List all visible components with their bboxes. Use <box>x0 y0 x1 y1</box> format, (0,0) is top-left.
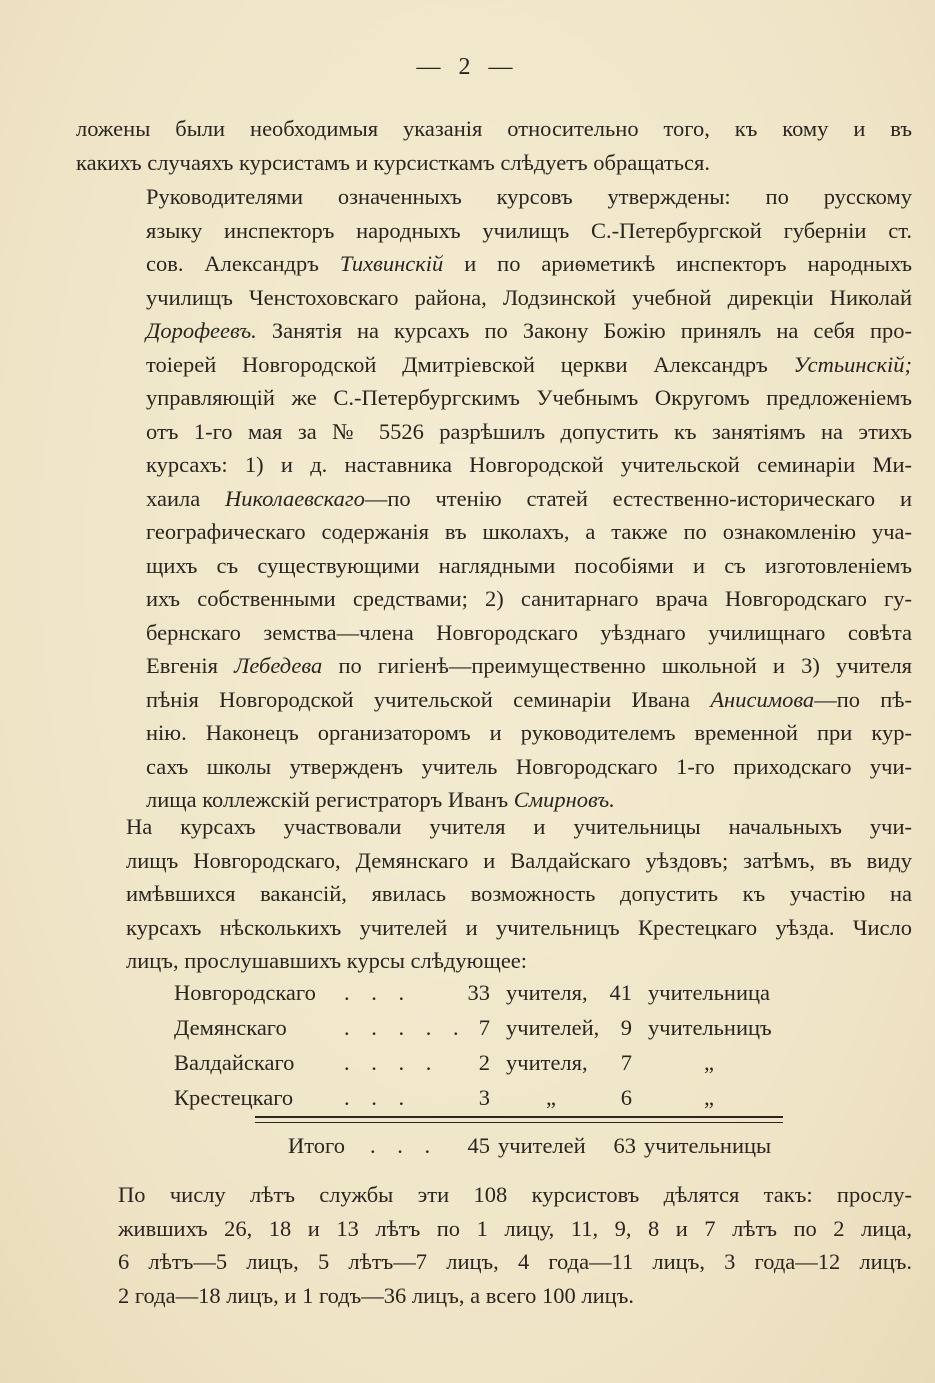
text-line: имѣвшихся вакансій, явилась возможность допустить къ участію на <box>126 881 912 906</box>
table-row <box>174 1050 874 1085</box>
text-run: училищъ Ченстоховскаго района, Лодзинской учебной дирекціи Николай <box>146 284 912 310</box>
text-line <box>76 716 912 750</box>
male-count: 3 <box>478 1085 490 1110</box>
person-surname: Тихвинскій <box>339 251 444 276</box>
female-word: „ <box>704 1050 714 1075</box>
table-rule <box>255 1122 783 1123</box>
text-line <box>76 180 912 214</box>
text-line <box>76 482 912 516</box>
text-run: пѣнія Новгородской учительской семинаріи Ивана <box>146 686 711 712</box>
male-count: 7 <box>478 1015 490 1040</box>
person-surname: Смирновъ. <box>513 787 615 812</box>
text-run: управляющій же С.-Петербургскимъ Учебнымъ Округомъ предложеніемъ <box>146 385 912 410</box>
text-run: и по ариѳметикѣ инспекторъ народныхъ <box>443 251 912 276</box>
total-male-word: учителей <box>498 1133 586 1158</box>
text-line <box>76 348 912 382</box>
leader-dots: . . . . . <box>344 1015 467 1040</box>
person-surname: Лебедева <box>234 653 323 678</box>
female-word: „ <box>704 1085 714 1110</box>
paragraph-3 <box>76 810 912 978</box>
paragraph-2 <box>76 180 912 817</box>
text-run: тоіерей Новгородской Дмитріевской церкви Александръ <box>146 351 794 377</box>
female-word: учительница <box>648 980 771 1005</box>
female-word: учительницъ <box>648 1015 772 1040</box>
leader-dots: . . . <box>370 1133 439 1158</box>
district-name: Демянскаго <box>174 1015 287 1040</box>
person-surname: Анисимова <box>710 686 815 712</box>
text-line: жившихъ 26, 18 и 13 лѣтъ по 1 лицу, 11, 9, 8 и 7 лѣтъ по 2 лица, <box>118 1215 912 1241</box>
text-line: На курсахъ участвовали учителя и учительницы начальныхъ учи- <box>126 814 912 839</box>
male-word: учителей, <box>506 1015 600 1040</box>
district-name: Новгородскаго <box>174 980 316 1005</box>
district-name: Валдайскаго <box>174 1050 295 1075</box>
text-line <box>76 448 912 482</box>
page-number: — 2 — <box>416 54 519 80</box>
leader-dots: . . . <box>344 980 413 1005</box>
text-line: ложены были необходимыя указанія относительно того, къ кому и въ <box>76 116 912 141</box>
table-rule <box>255 1116 783 1118</box>
text-line: лищъ Новгородскаго, Демянскаго и Валдайскаго уѣздовъ; затѣмъ, въ виду <box>126 847 912 873</box>
district-name: Крестецкаго <box>174 1085 294 1110</box>
text-run: —по чтенію статей естественно-историческаго и <box>364 485 912 511</box>
total-label: Итого <box>288 1133 345 1158</box>
text-line: лицъ, прослушавшихъ курсы слѣдующее: <box>126 948 528 973</box>
paragraph-4 <box>76 1178 912 1312</box>
text-run: географическаго содержанія въ школахъ, а также по ознакомленію уча- <box>146 519 912 544</box>
text-line <box>76 616 912 650</box>
text-line <box>76 649 912 683</box>
text-line: какихъ случаяхъ курсистамъ и курсисткамъ слѣдуетъ обращаться. <box>76 149 711 175</box>
male-word: учителя, <box>506 1050 588 1075</box>
text-run: Занятія на курсахъ по Закону Божію принялъ на себя про- <box>256 318 912 343</box>
text-line <box>76 683 912 717</box>
male-count: 33 <box>467 980 490 1005</box>
text-run: хаила <box>146 485 225 511</box>
text-line <box>76 314 912 348</box>
text-run: нію. Наконецъ организаторомъ и руководителемъ временной при кур- <box>146 720 912 745</box>
text-line <box>76 214 912 248</box>
table-row <box>174 980 874 1015</box>
text-run: по гигіенѣ—преимущественно школьной и 3) учителя <box>322 653 912 678</box>
table-row <box>174 1085 874 1120</box>
text-run: щихъ съ существующими наглядными пособіями и съ изготовленіемъ <box>146 552 912 578</box>
text-line: По числу лѣтъ службы эти 108 курсистовъ дѣлятся такъ: прослу- <box>118 1182 912 1207</box>
text-line <box>76 415 912 449</box>
table-total-row <box>288 1133 771 1159</box>
text-line: 2 года—18 лицъ, и 1 годъ—36 лицъ, а всего 100 лицъ. <box>118 1282 634 1308</box>
text-run: лища коллежскій регистраторъ Иванъ <box>146 787 514 812</box>
leader-dots: . . . . <box>344 1050 440 1075</box>
female-count: 6 <box>620 1085 632 1110</box>
text-run: сов. Александръ <box>146 251 340 276</box>
person-surname: Дорофеевъ. <box>146 318 257 343</box>
female-count: 9 <box>620 1015 632 1040</box>
total-female-word: учительницы <box>644 1133 772 1158</box>
text-run: бернскаго земства—члена Новгородскаго уѣзднаго училищнаго совѣта <box>146 619 912 645</box>
table-row <box>174 1015 874 1050</box>
text-line <box>76 515 912 549</box>
male-word: „ <box>546 1085 556 1110</box>
text-run: Евгенія <box>146 653 235 678</box>
person-surname: Устьинскій; <box>793 351 912 377</box>
text-run: Руководителями означенныхъ курсовъ утверждены: по русскому <box>146 184 912 209</box>
participants-table <box>174 980 874 1120</box>
text-run: сахъ школы утвержденъ учитель Новгородскаго 1-го приходскаго учи- <box>146 753 912 779</box>
text-run: языку инспекторъ народныхъ училищъ С.-Петербургской губерніи ст. <box>146 217 912 243</box>
male-count: 2 <box>478 1050 490 1075</box>
leader-dots: . . . <box>344 1085 413 1110</box>
text-line <box>76 549 912 583</box>
text-line <box>76 582 912 616</box>
person-surname: Николаевскаго <box>225 485 365 511</box>
male-word: учителя, <box>506 980 588 1005</box>
paragraph-1 <box>76 112 912 179</box>
total-male-count: 45 <box>467 1133 490 1158</box>
text-line <box>76 381 912 415</box>
total-female-count: 63 <box>613 1133 636 1158</box>
text-line <box>76 281 912 315</box>
text-run: отъ 1-го мая за № 5526 разрѣшилъ допустить къ занятіямъ на этихъ <box>146 418 912 444</box>
text-line <box>76 750 912 784</box>
female-count: 7 <box>620 1050 632 1075</box>
text-line: 6 лѣтъ—5 лицъ, 5 лѣтъ—7 лицъ, 4 года—11 лицъ, 3 года—12 лицъ. <box>118 1249 912 1274</box>
text-run: курсахъ: 1) и д. наставника Новгородской учительской семинаріи Ми- <box>146 452 912 477</box>
text-run: ихъ собственными средствами; 2) санитарнаго врача Новгородскаго гу- <box>146 586 912 611</box>
female-count: 41 <box>609 980 632 1005</box>
text-line <box>76 247 912 281</box>
text-line: курсахъ нѣсколькихъ учителей и учительницъ Крестецкаго уѣзда. Число <box>126 914 912 940</box>
text-run: —по пѣ- <box>814 686 912 712</box>
